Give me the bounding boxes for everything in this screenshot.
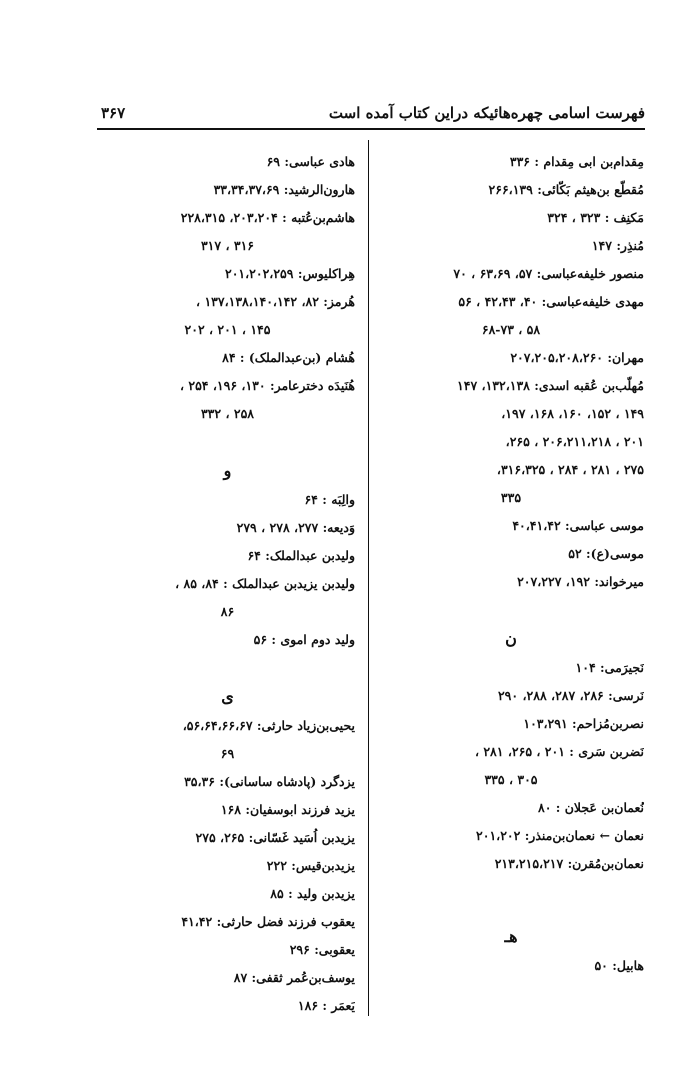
header-rule (97, 128, 645, 130)
index-entry: یزدگرد (پادشاه ساسانی): ۳۵،۳۶ (184, 774, 355, 789)
index-entry: هُشام (بن‌عبدالملک) : ۸۴ (222, 350, 355, 365)
index-entry: مَکنِف : ۳۲۳ ، ۳۲۴ (547, 210, 644, 225)
index-entry: هاشم‌بن‌عُتبه : ۲۰۳،۲۰۴، ۲۲۸،۳۱۵ (180, 210, 355, 225)
header-title: فهرست اسامی چهره‌هائیکه دراین کتاب آمده است (328, 104, 645, 122)
index-entry: نعمان ← نعمان‌بن‌منذر: ۲۰۱،۲۰۲ (476, 828, 644, 843)
index-entry: ولیدبن عبدالملک: ۶۴ (247, 548, 355, 563)
index-entry: مُنذِر: ۱۴۷ (591, 238, 644, 253)
index-entry-continuation: ۳۱۶ ، ۳۱۷ (200, 238, 255, 253)
index-entry: مهدی خلیفه‌عباسی: ۴۰، ۴۲،۴۳ ، ۵۶ (458, 294, 644, 309)
index-entry: ولیدبن یزیدبن عبدالملک : ۸۴، ۸۵ ، (175, 576, 355, 591)
index-entry: والِبَه : ۶۴ (304, 492, 355, 507)
index-entry: مُهلّب‌بن عُقبه اسدی: ۱۳۲،۱۳۸، ۱۴۷ (457, 378, 644, 393)
index-entry: نَجیرَمی: ۱۰۴ (575, 660, 644, 675)
index-entry: مهران: ۲۰۷،۲۰۵،۲۰۸،۲۶۰ (510, 350, 644, 365)
index-entry: هادی عباسی: ۶۹ (266, 154, 355, 169)
index-entry: مِقدام‌بن ابی مِقدام : ۳۳۶ (509, 154, 644, 169)
index-entry: یزیدبن ولید : ۸۵ (270, 886, 355, 901)
index-entry-continuation: ۱۴۹ ، ۱۵۲، ۱۶۰، ۱۶۸، ۱۹۷، (501, 406, 644, 421)
index-entry: نعمان‌بن‌مُقرن: ۲۱۳،۲۱۵،۲۱۷ (494, 856, 644, 871)
index-entry: یحیی‌بن‌زیاد حارثی: ۵۶،۶۴،۶۶،۶۷، (182, 718, 355, 733)
index-entry: نَرسی: ۲۸۶، ۲۸۷، ۲۸۸، ۲۹۰ (497, 688, 644, 703)
column-divider (368, 140, 369, 1016)
index-entry-continuation: ۶۹ (220, 746, 235, 761)
index-entry: میرخواند: ۱۹۲، ۲۰۷،۲۲۷ (517, 574, 644, 589)
index-entry-continuation: ۵۸ ، ۶۸-۷۳ (481, 322, 541, 337)
index-entry-continuation: ۳۳۵ (500, 490, 522, 505)
index-entry: وَدیعه: ۲۷۷، ۲۷۸ ، ۲۷۹ (236, 520, 355, 535)
index-entry: موسی عباسی: ۴۰،۴۱،۴۲ (512, 518, 644, 533)
index-entry: هابیل: ۵۰ (594, 958, 644, 973)
index-column-left (100, 148, 355, 1020)
index-entry: یزیدبن اُسَید غَسّانی: ۲۶۵، ۲۷۵ (195, 830, 355, 845)
index-entry: نَضربن سَری : ۲۰۱ ، ۲۶۵، ۲۸۱ ، (474, 744, 644, 759)
index-entry: نصربن‌مُزاحم: ۱۰۳،۲۹۱ (523, 716, 644, 731)
index-entry: یوسف‌بن‌عُمر ثقفی: ۸۷ (233, 970, 355, 985)
index-entry-continuation: ۲۷۵ ، ۲۸۱ ، ۲۸۴ ، ۳۱۶،۳۲۵، (496, 462, 644, 477)
index-entry: یَعمَر : ۱۸۶ (297, 998, 355, 1013)
index-entry: هُرمز: ۸۲، ۱۳۷،۱۳۸،۱۴۰،۱۴۲ ، (196, 294, 355, 309)
page-number: ۳۶۷ (101, 104, 126, 122)
index-entry: موسی(ع): ۵۲ (568, 546, 644, 561)
index-entry-continuation: ۸۶ (220, 604, 235, 619)
index-entry-continuation: ۳۰۵ ، ۳۳۵ (484, 772, 538, 787)
section-letter-he: هـ (504, 927, 518, 946)
index-entry: نُعمان‌بن عَجلان : ۸۰ (538, 800, 644, 815)
index-entry-continuation: ۲۰۱ ، ۲۰۶،۲۱۱،۲۱۸ ، ۲۶۵، (505, 434, 644, 449)
index-entry: یزیدبن‌قیس: ۲۲۲ (266, 858, 355, 873)
index-entry-continuation: ۱۴۵ ، ۲۰۱ ، ۲۰۲ (184, 322, 271, 337)
index-entry: یعقوب فرزند فضل حارثی: ۴۱،۴۲ (181, 914, 355, 929)
index-entry: ولید دوم اموی : ۵۶ (253, 632, 355, 647)
index-entry: هِراکلیوس: ۲۰۱،۲۰۲،۲۵۹ (224, 266, 355, 281)
index-entry: یعقوبی: ۲۹۶ (289, 942, 355, 957)
index-entry: مُقطّع بن‌هیثم بَکّائی: ۲۶۶،۱۳۹ (488, 182, 644, 197)
index-entry-continuation: ۲۵۸ ، ۳۳۲ (200, 406, 255, 421)
index-entry: هارون‌الرشید: ۳۳،۳۴،۳۷،۶۹ (213, 182, 355, 197)
index-entry: منصور خلیفه‌عباسی: ۵۷، ۶۳،۶۹ ، ۷۰ (453, 266, 644, 281)
index-column-right (378, 148, 644, 980)
index-entry: یزید فرزند ابوسفیان: ۱۶۸ (220, 802, 355, 817)
section-letter-vav: و (223, 461, 232, 480)
section-letter-nun: ن (505, 629, 517, 648)
section-letter-ye: ی (221, 687, 234, 706)
index-entry: هُنَیدَه دخترعامر: ۱۳۰، ۱۹۶، ۲۵۴ ، (179, 378, 355, 393)
page-header (97, 104, 645, 130)
